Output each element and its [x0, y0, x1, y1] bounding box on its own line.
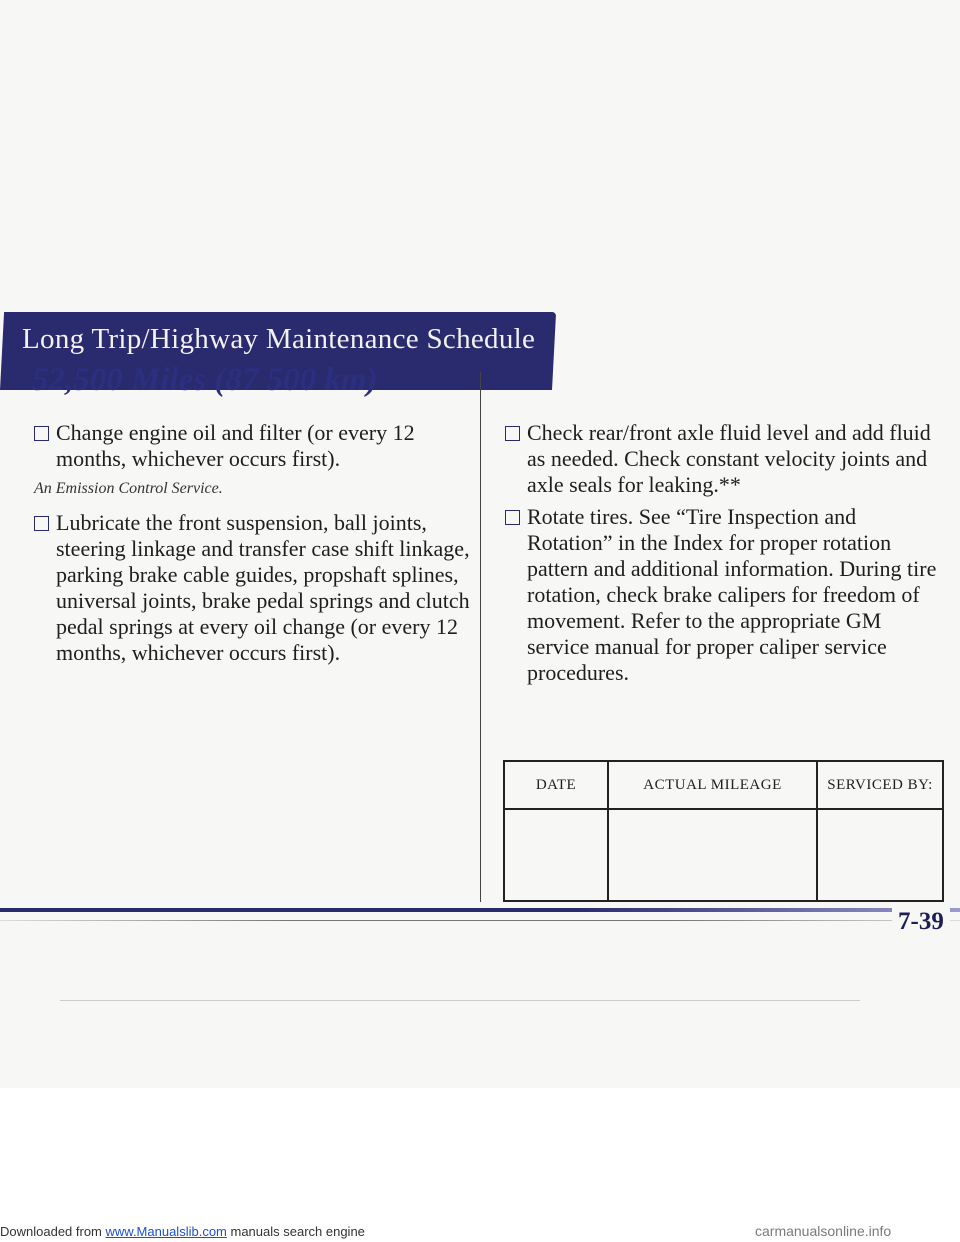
checkbox-icon [34, 426, 49, 441]
service-log-table [503, 760, 944, 902]
checklist-item [505, 420, 945, 498]
date-cell [504, 809, 608, 901]
checklist-item [34, 420, 474, 472]
table-row [504, 809, 943, 901]
serviced-by-cell [817, 809, 943, 901]
checklist-item [505, 504, 945, 686]
left-column [34, 420, 474, 672]
table-header-row [504, 761, 943, 809]
serviced-by-header: SERVICED BY: [817, 761, 943, 809]
emission-note: An Emission Control Service. [34, 480, 223, 497]
item-text: Rotate tires. See “Tire Inspection and Rotation” in the Index for proper rotation pattern and additional information. During tire rotation, check brake calipers for freedom of movement. Refer to the appropriate GM service manual for proper caliper service procedures. [527, 504, 937, 685]
manualslib-link[interactable]: www.Manualslib.com [105, 1224, 227, 1239]
right-column [505, 420, 945, 692]
item-text: Lubricate the front suspension, ball joints, steering linkage and transfer case shift linkage, parking brake cable guides, propshaft splines, universal joints, brake pedal springs and clutch pedal springs at every oil change (or every 12 months, whichever occurs first). [56, 510, 470, 665]
mileage-heading: 52,500 Miles (87 500 km) [32, 362, 378, 398]
page-number: 7-39 [892, 908, 950, 936]
footer-rule [0, 908, 960, 912]
column-divider [480, 372, 481, 902]
checklist-item [34, 510, 474, 666]
mileage-cell [608, 809, 817, 901]
scan-faint-line [60, 1000, 860, 1001]
item-text: Change engine oil and filter (or every 12 months, whichever occurs first). [56, 420, 415, 471]
checkbox-icon [34, 516, 49, 531]
date-header: DATE [504, 761, 608, 809]
footer-prefix: Downloaded from [0, 1224, 106, 1239]
section-header-title: Long Trip/Highway Maintenance Schedule [22, 323, 536, 355]
footer-suffix: manuals search engine [226, 1224, 365, 1239]
footer-thin-rule [0, 920, 960, 921]
checkbox-icon [505, 510, 520, 525]
checkbox-icon [505, 426, 520, 441]
item-text: Check rear/front axle fluid level and add fluid as needed. Check constant velocity joints and axle seals for leaking.** [527, 420, 931, 497]
download-footer [0, 1224, 365, 1239]
watermark-text: carmanualsonline.info [755, 1223, 892, 1239]
mileage-header: ACTUAL MILEAGE [608, 761, 817, 809]
